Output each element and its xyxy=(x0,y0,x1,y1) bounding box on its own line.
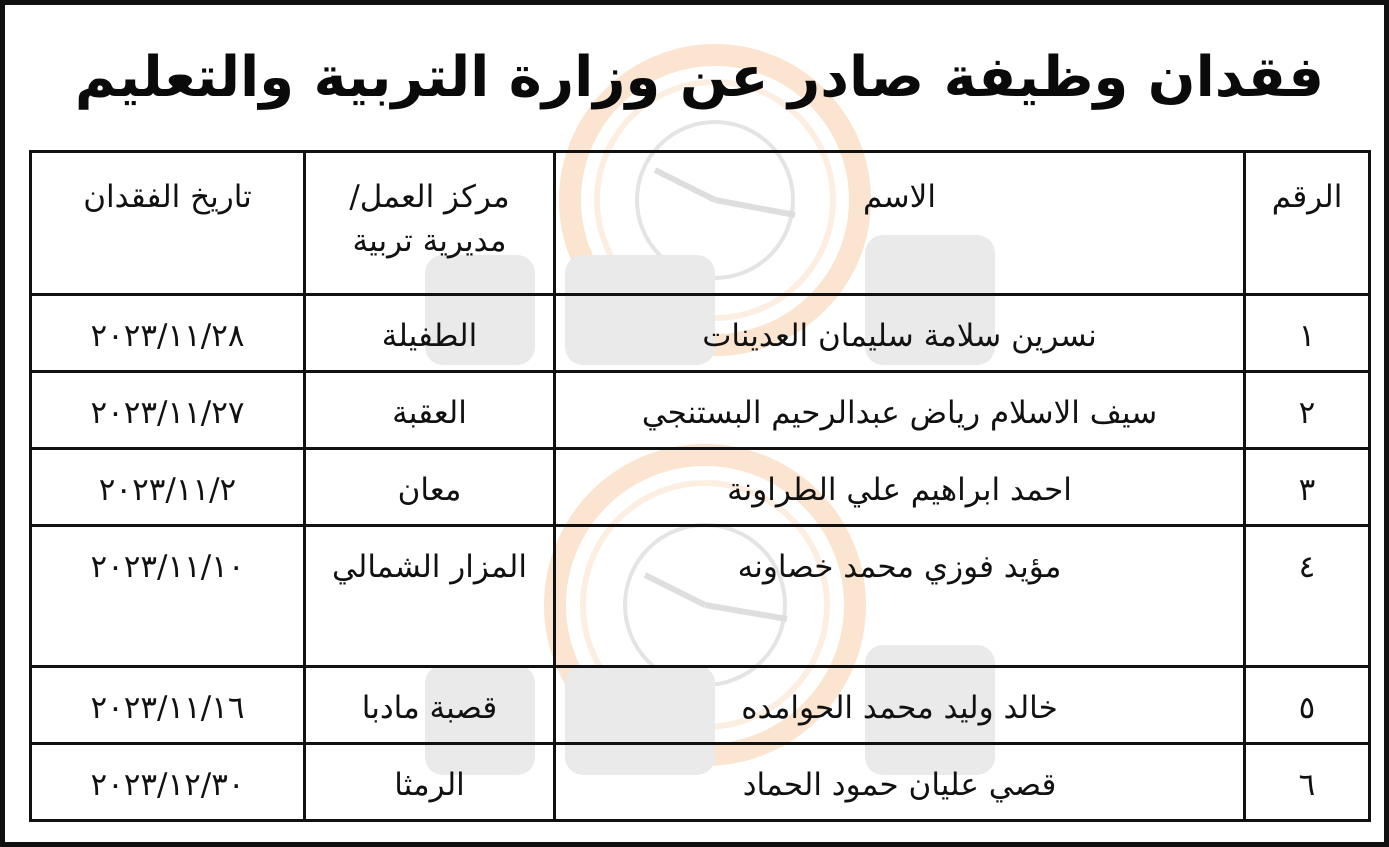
header-loss-date: تاريخ الفقدان xyxy=(31,152,305,295)
cell-number: ٥ xyxy=(1245,667,1370,744)
document-title: فقدان وظيفة صادر عن وزارة التربية والتعليم xyxy=(74,45,1325,110)
cell-loss-date: ٢٠٢٣/١١/٢٧ xyxy=(31,372,305,449)
cell-workplace: قصبة مادبا xyxy=(305,667,555,744)
cell-number: ٤ xyxy=(1245,526,1370,667)
table-row xyxy=(31,667,1370,744)
cell-loss-date: ٢٠٢٣/١٢/٣٠ xyxy=(31,744,305,821)
cell-loss-date: ٢٠٢٣/١١/٢٨ xyxy=(31,295,305,372)
cell-number: ١ xyxy=(1245,295,1370,372)
cell-name: سيف الاسلام رياض عبدالرحيم البستنجي xyxy=(555,372,1245,449)
cell-name: احمد ابراهيم علي الطراونة xyxy=(555,449,1245,526)
cell-name: قصي عليان حمود الحماد xyxy=(555,744,1245,821)
cell-workplace: العقبة xyxy=(305,372,555,449)
cell-workplace: الطفيلة xyxy=(305,295,555,372)
cell-name: خالد وليد محمد الحوامده xyxy=(555,667,1245,744)
cell-workplace: الرمثا xyxy=(305,744,555,821)
cell-workplace: المزار الشمالي xyxy=(305,526,555,667)
header-name: الاسم xyxy=(555,152,1245,295)
cell-number: ٣ xyxy=(1245,449,1370,526)
table-row xyxy=(31,744,1370,821)
cell-name: نسرين سلامة سليمان العدينات xyxy=(555,295,1245,372)
table-row xyxy=(31,295,1370,372)
header-workplace: مركز العمل/ مديرية تربية xyxy=(305,152,555,295)
cell-workplace: معان xyxy=(305,449,555,526)
table-row xyxy=(31,526,1370,667)
cell-number: ٦ xyxy=(1245,744,1370,821)
table-row xyxy=(31,372,1370,449)
table-header-row xyxy=(31,152,1370,295)
records-table xyxy=(29,150,1371,822)
cell-loss-date: ٢٠٢٣/١١/١٠ xyxy=(31,526,305,667)
table-row xyxy=(31,449,1370,526)
cell-name: مؤيد فوزي محمد خصاونه xyxy=(555,526,1245,667)
header-number: الرقم xyxy=(1245,152,1370,295)
cell-number: ٢ xyxy=(1245,372,1370,449)
cell-loss-date: ٢٠٢٣/١١/١٦ xyxy=(31,667,305,744)
cell-loss-date: ٢٠٢٣/١١/٢ xyxy=(31,449,305,526)
